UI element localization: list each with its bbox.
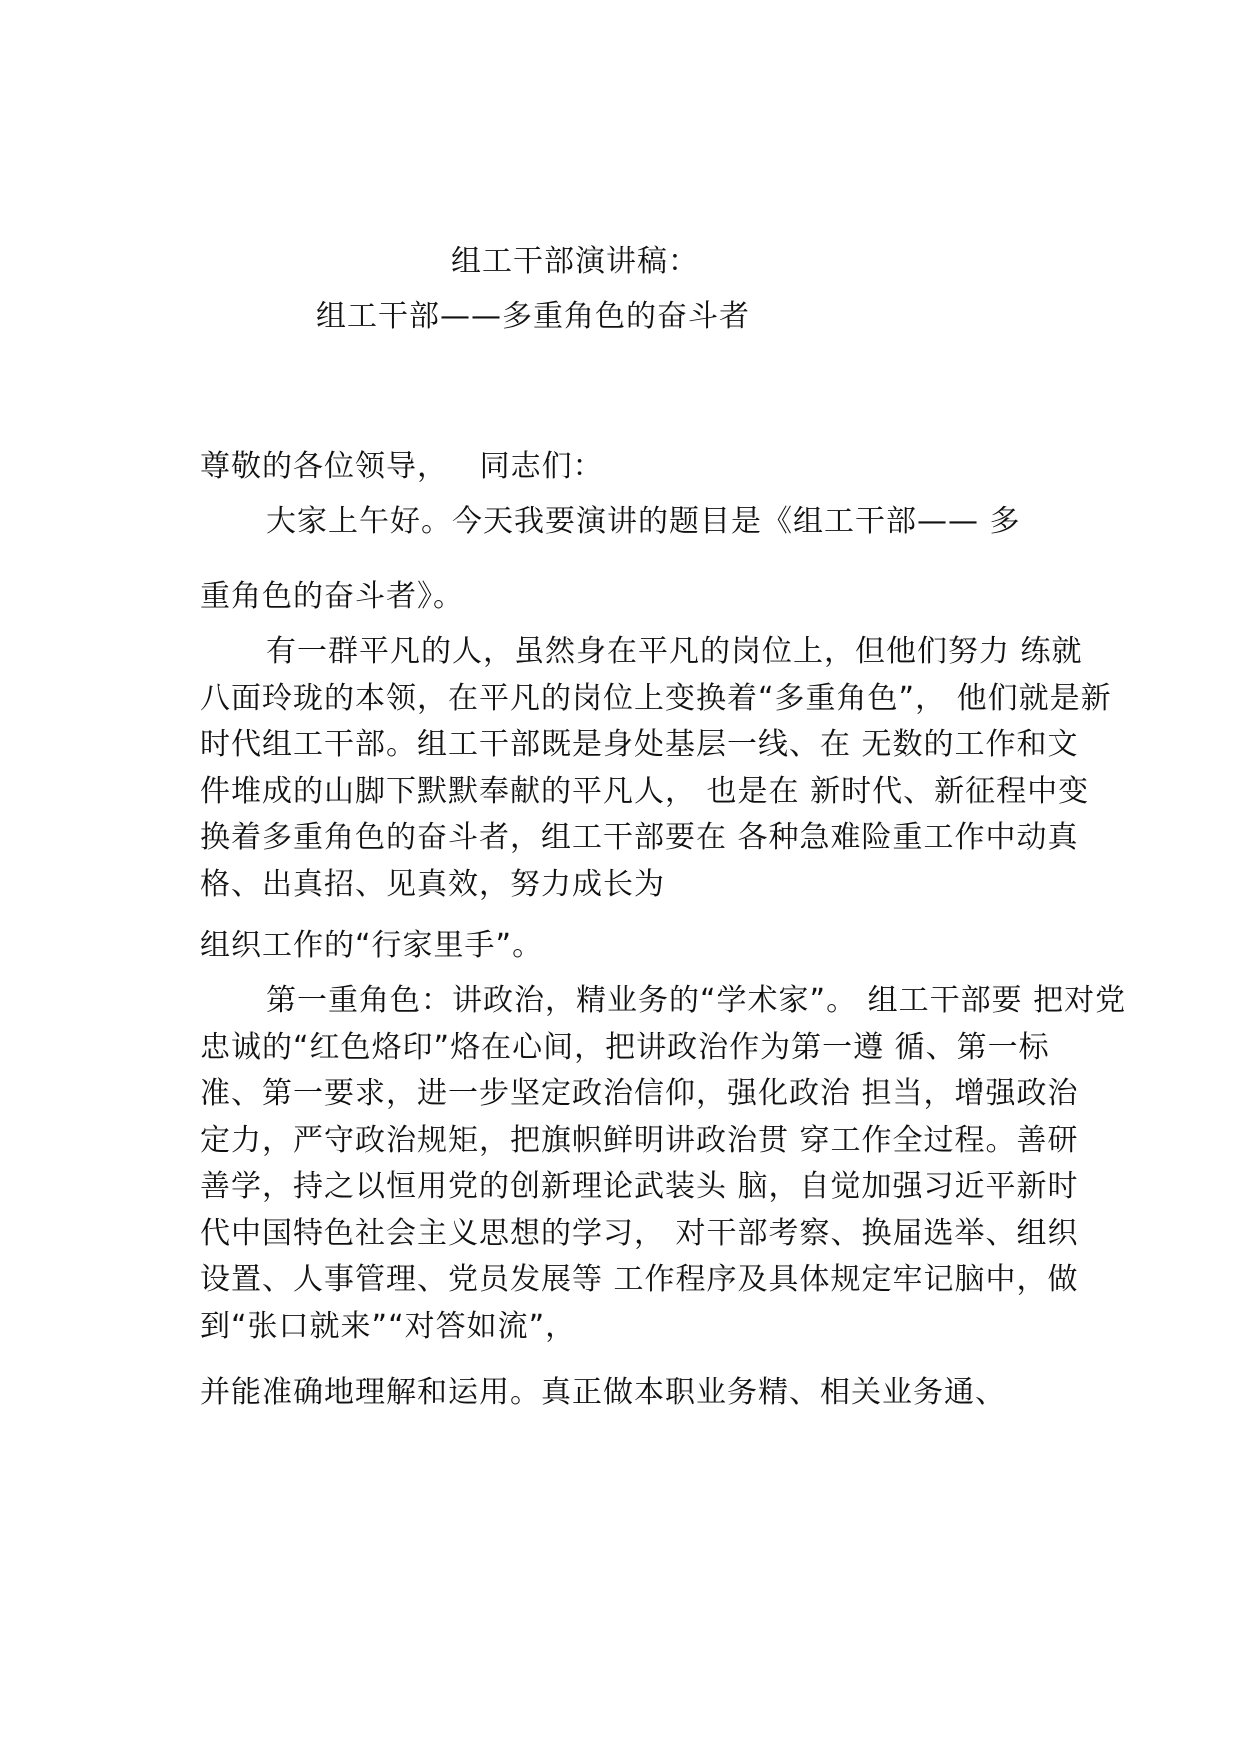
paragraph-line: 时代组工干部。组工干部既是身处基层一线、在 无数的工作和文: [200, 727, 1079, 762]
paragraph-line: 设置、人事管理、党员发展等 工作程序及具体规定牢记脑中，做: [200, 1262, 1079, 1297]
paragraph-line: 定力，严守政治规矩，把旗帜鲜明讲政治贯 穿工作全过程。善研: [200, 1123, 1079, 1158]
paragraph-line: 换着多重角色的奋斗者，组工干部要在 各种急难险重工作中动真: [200, 820, 1079, 855]
paragraph-line: 善学，持之以恒用党的创新理论武装头 脑，自觉加强习近平新时: [200, 1169, 1079, 1204]
paragraph-line: 格、出真招、见真效，努力成长为: [200, 867, 665, 902]
paragraph-line: 到“张口就来”“对答如流”，: [200, 1309, 577, 1344]
paragraph-line: 八面玲珑的本领，在平凡的岗位上变换着“多重角色”， 他们就是新: [200, 681, 1112, 716]
paragraph-line: 重角色的奋斗者》。: [200, 579, 464, 614]
paragraph-line: 件堆成的山脚下默默奉献的平凡人， 也是在 新时代、新征程中变: [200, 774, 1090, 809]
document-title-line-2: 组工干部——多重角色的奋斗者: [316, 299, 750, 334]
salutation: 尊敬的各位领导， 同志们：: [200, 449, 604, 484]
document-title-line-1: 组工干部演讲稿：: [451, 244, 699, 279]
paragraph-line: 有一群平凡的人，虽然身在平凡的岗位上，但他们努力 练就: [266, 634, 1083, 669]
paragraph-line: 大家上午好。今天我要演讲的题目是《组工干部—— 多: [266, 504, 1021, 539]
paragraph-line: 准、第一要求，进一步坚定政治信仰，强化政治 担当，增强政治: [200, 1076, 1079, 1111]
paragraph-line: 组织工作的“行家里手”。: [200, 928, 544, 963]
paragraph-line: 忠诚的“红色烙印”烙在心间，把讲政治作为第一遵 循、第一标: [200, 1030, 1050, 1065]
paragraph-line: 代中国特色社会主义思想的学习， 对干部考察、换届选举、组织: [200, 1216, 1079, 1251]
paragraph-line: 第一重角色：讲政治，精业务的“学术家”。 组工干部要 把对党: [266, 983, 1127, 1018]
paragraph-line: 并能准确地理解和运用。真正做本职业务精、相关业务通、: [200, 1375, 1006, 1410]
